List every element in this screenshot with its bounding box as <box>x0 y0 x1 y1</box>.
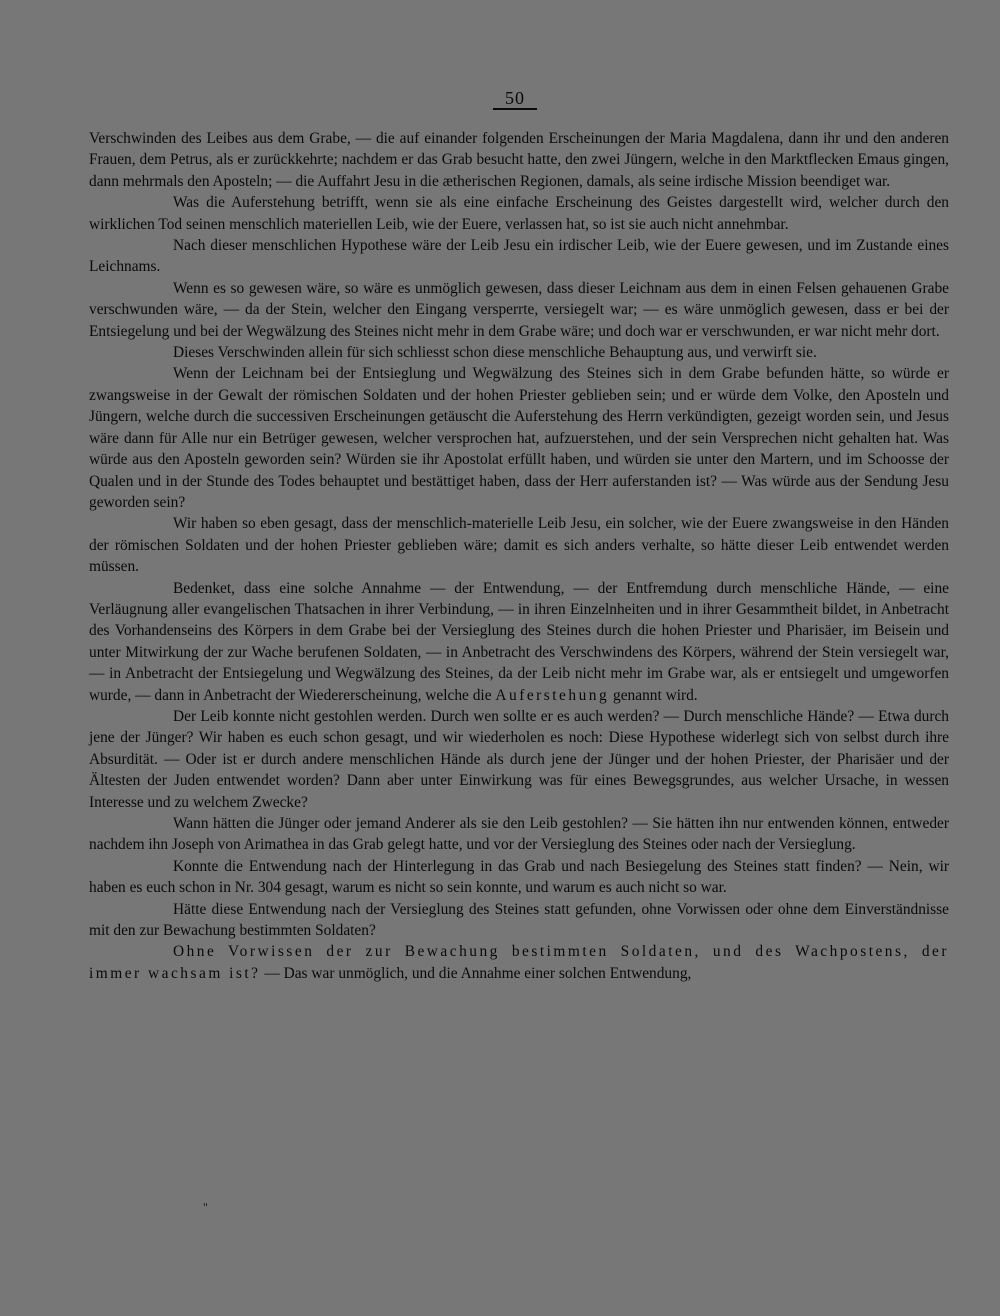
spaced-emphasis: Auferstehung <box>495 686 610 704</box>
body-text <box>89 128 949 984</box>
paragraph-text: Bedenket, dass eine solche Annahme — der Entwendung, — der Entfremdung durch menschliche Hände, — eine Verläugnung aller evangelischen Thatsachen in ihrer Verbindung, — in ihren Einzelnheiten und in ihrer Gesammtheit bildet, in Anbetracht des Vorhandenseins des Körpers in dem Grabe bei der Versieglung des Steines durch die hohen Priester und Pharisäer, im Beisein und unter Mitwirkung der zur Wache berufenen Soldaten, — in Anbetracht des Verschwindens des Körpers, während der Stein versiegelt war, — in Anbetracht der Entsiegelung und Wegwälzung des Steines, da der Leib nicht mehr im Grabe war, als er entsiegelt und umgeworfen wurde, — dann in Anbetracht der Wiedererscheinung, welche die <box>89 579 949 704</box>
page-header <box>0 88 1000 110</box>
paragraph: Nach dieser menschlichen Hypothese wäre der Leib Jesu ein irdischer Leib, wie der Euere gewesen, und im Zustande eines Leichnams. <box>89 237 949 276</box>
footer-mark: " <box>203 1200 208 1214</box>
page-number: 50 <box>493 88 537 110</box>
paragraph: Wir haben so eben gesagt, dass der menschlich-materielle Leib Jesu, ein solcher, wie der Euere zwangsweise in den Händen der römischen Soldaten und der hohen Priester geblieben wäre; damit es sich anders verhalte, so hätte dieser Leib entwendet werden müssen. <box>89 515 949 576</box>
paragraph-text: — Das war unmöglich, und die Annahme einer solchen Entwendung, <box>264 964 692 982</box>
paragraph: Wenn der Leichnam bei der Entsieglung und Wegwälzung des Steines sich in dem Grabe befunden hätte, so würde er zwangsweise in der Gewalt der römischen Soldaten und der hohen Priester geblieben sein; und er würde dem Volke, den Aposteln und Jüngern, welche durch die successiven Erscheinungen getäuscht die Auferstehung des Herrn verkündigten, gezeigt worden sein, und Jesus wäre dann für Alle nur ein Betrüger gewesen, welcher versprochen hat, aufzuerstehen, und der sein Versprechen nicht gehalten hat. Was würde aus den Aposteln geworden sein? Würden sie ihr Apostolat erfüllt haben, und würden sie unter den Martern, und im Schoosse der Qualen und in der Stunde des Todes behauptet und bestättiget haben, dass der Herr auferstanden ist? — Was würde aus der Sendung Jesu geworden sein? <box>89 365 949 511</box>
paragraph <box>89 578 949 706</box>
paragraph: Wenn es so gewesen wäre, so wäre es unmöglich gewesen, dass dieser Leichnam aus dem in einen Felsen gehauenen Grabe verschwunden wäre, — da der Stein, welcher den Eingang versperrte, versiegelt war; — es wäre unmöglich gewesen, dass er bei der Entsiegelung und bei der Wegwälzung des Steines nicht mehr in dem Grabe wäre; und doch war er verschwunden, er war nicht mehr dort. <box>89 279 949 340</box>
spaced-emphasis: Ohne Vorwissen der zur Bewachung bestimmten Soldaten, und des Wachpostens, der immer wachsam ist? <box>89 943 949 982</box>
paragraph: Dieses Verschwinden allein für sich schliesst schon diese menschliche Behauptung aus, und verwirft sie. <box>173 344 817 362</box>
paragraph: Konnte die Entwendung nach der Hinterlegung in das Grab und nach Besiegelung des Steines statt finden? — Nein, wir haben es euch schon in Nr. 304 gesagt, warum es nicht so sein konnte, und warum es auch nicht so war. <box>89 857 949 897</box>
paragraph: Verschwinden des Leibes aus dem Grabe, — die auf einander folgenden Erscheinungen der Maria Magdalena, dann ihr und den anderen Frauen, dem Petrus, als er zurückkehrte; nachdem er das Grab besucht hatte, den zwei Jüngern, welche in den Marktflecken Emaus gingen, dann mehrmals den Aposteln; — die Auffahrt Jesu in die ætherischen Regionen, damals, als seine irdische Mission beendiget war. <box>89 130 949 190</box>
paragraph-text: genannt wird. <box>613 686 698 704</box>
paragraph: Der Leib konnte nicht gestohlen werden. Durch wen sollte er es auch werden? — Durch menschliche Hände? — Etwa durch jene der Jünger? Wir haben es euch schon gesagt, und wir wiederholen es noch: Diese Hypothese widerlegt sich von selbst durch ihre Absurdität. — Oder ist er durch andere menschlichen Hände als durch jene der Jünger und der hohen Priester, der Pharisäer und der Ältesten der Juden entwendet worden? Dann aber unter Einwirkung was für eines Bewegsgrundes, aus welcher Ursache, in wessen Interesse und zu welchem Zwecke? <box>89 707 949 811</box>
paragraph: Hätte diese Entwendung nach der Versieglung des Steines statt gefunden, ohne Vorwissen oder ohne dem Einverständnisse mit den zur Bewachung bestimmten Soldaten? <box>89 900 949 940</box>
paragraph <box>89 941 949 984</box>
paragraph: Wann hätten die Jünger oder jemand Anderer als sie den Leib gestohlen? — Sie hätten ihn nur entwenden können, entweder nachdem ihn Joseph von Arimathea in das Grab gelegt hatte, und vor der Versieglung des Steines oder nach der Versieglung. <box>89 815 949 854</box>
paragraph: Was die Auferstehung betrifft, wenn sie als eine einfache Erscheinung des Geistes dargestellt wird, welcher durch den wirklichen Tod seinen menschlich materiellen Leib, wie der Euere, verlassen hat, so ist sie auch nicht annehmbar. <box>89 194 949 233</box>
